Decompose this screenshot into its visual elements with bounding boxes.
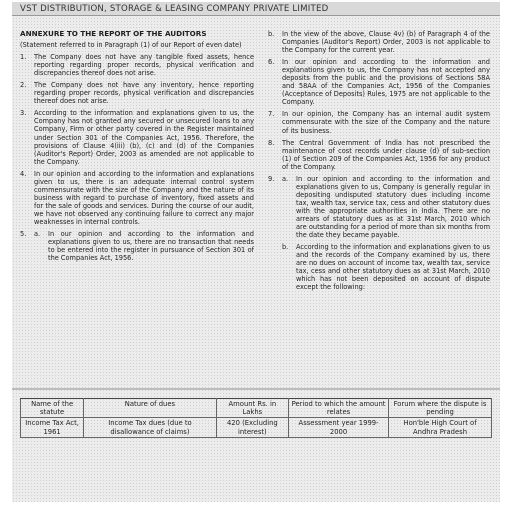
table-row: [21, 418, 492, 437]
item-number: 8.: [268, 138, 275, 147]
item-text: In our opinion and according to the information and explanations given to us, there are no transaction that needs to be entered into the register in pursuance of Section 301 of the Companies Act, 1956.: [48, 230, 254, 263]
disputed-dues-table: [20, 398, 492, 438]
table-cell: 420 (Excluding interest): [216, 418, 288, 437]
item-3: [20, 109, 254, 165]
item-text: In our opinion and according to the information and explanations given to us, there is an adequate internal control system commensurate with the size of the Company and the nature of its business with regard to purchase of inventory, fixed assets and for the sale of goods and services. During the course of our audit, we have not observed any continuing failure to correct any major weaknesses in internal controls.: [34, 169, 254, 226]
item-text: According to the information and explanations given to us and the records of the Company examined by us, there are no dues on account of income tax, wealth tax, service tax, cess and other statutory dues as at 31st March, 2010 which has not been deposited on account of dispute except the following:: [296, 243, 490, 292]
item-text: In the view of the above, Clause 4v) (b) of Paragraph 4 of the Companies (Auditor's Report) Order, 2003 is not applicable to the Company for the current year.: [282, 30, 490, 55]
item-text: The Company does not have any tangible fixed assets, hence reporting regarding proper records, physical verification and discrepancies thereof does not arise.: [34, 53, 254, 78]
annexure-title: ANNEXURE TO THE REPORT OF THE AUDITORS: [20, 29, 207, 38]
item-9-subitems: [282, 175, 490, 296]
item-letter: a.: [282, 174, 289, 183]
table-header-cell: Period to which the amount relates: [289, 399, 389, 418]
item-number: 1.: [20, 53, 27, 62]
table-header-cell: Name of the statute: [21, 399, 84, 418]
item-number: 5.: [20, 230, 27, 239]
item-number: 6.: [268, 58, 275, 67]
item-text: In our opinion and according to the information and explanations given to us, Company is generally regular in depositing undisputed statutory dues including income tax, wealth tax, service tax, cess and other statutory dues with the appropriate authorities in India. There are no arrears of statutory dues as at 31st March, 2010 which are outstanding for a period of more than six months from the date they became payable.: [296, 174, 490, 240]
item-6: [268, 58, 490, 106]
item-1: [20, 53, 254, 77]
item-text: The Company does not have any inventory, hence reporting regarding proper records, physical verification and discrepancies thereof does not arise.: [34, 81, 254, 106]
item-5: [20, 230, 254, 262]
table-header-cell: Amount Rs. in Lakhs: [216, 399, 288, 418]
left-items: [20, 53, 254, 226]
table-body: [21, 418, 492, 437]
table-cell: Income Tax Act, 1961: [21, 418, 84, 437]
item-number: 9.: [268, 174, 275, 183]
item-number: 4.: [20, 169, 27, 178]
item-4: [20, 170, 254, 226]
item-number: 2.: [20, 81, 27, 90]
item-9: [268, 175, 490, 296]
item-9-sub: [282, 175, 490, 239]
document-page: [12, 2, 500, 502]
item-8: [268, 139, 490, 171]
intro-statement: (Statement referred to in Paragraph (1) of our Report of even date): [20, 41, 242, 50]
right-column: [268, 30, 490, 299]
item-9-sub: [282, 243, 490, 291]
item-text: According to the information and explanations given to us, the Company has not granted any secured or unsecured loans to any Company, Firm or other party covered in the Register maintained under Section 301 of the Companies Act, 1956. Therefore, the provisions of Clause 4(iii) (b), (c) and (d) of the Companies (Auditor's Report) Order, 2003 as amended are not applicable to the Company.: [34, 109, 254, 166]
table-cell: Assessment year 1999-2000: [289, 418, 389, 437]
item-letter: a.: [34, 230, 41, 239]
item-text: In our opinion, the Company has an internal audit system commensurate with the size of the Company and the nature of its business.: [282, 110, 490, 135]
item-7: [268, 110, 490, 134]
left-column: [20, 30, 254, 266]
page-fold-divider: [12, 388, 500, 390]
item-number: 3.: [20, 109, 27, 118]
table-cell: Hon'ble High Court of Andhra Pradesh: [389, 418, 492, 437]
table-header-row: [21, 399, 492, 418]
right-items: [268, 58, 490, 171]
item-2: [20, 81, 254, 105]
item-5b: [268, 30, 490, 54]
table-cell: Income Tax dues (due to disallowance of claims): [84, 418, 216, 437]
page-header: VST DISTRIBUTION, STORAGE & LEASING COMPANY PRIVATE LIMITED: [12, 2, 500, 16]
item-number: 7.: [268, 110, 275, 119]
item-letter: b.: [268, 30, 275, 38]
item-text: The Central Government of India has not prescribed the maintenance of cost records under clause (d) of sub-section (1) of Section 209 of the Companies Act, 1956 for any product of the Company.: [282, 138, 490, 171]
table-header-cell: Nature of dues: [84, 399, 216, 418]
item-text: In our opinion and according to the information and explanations given to us, the Company has not accepted any deposits from the public and the provisions of Sections 58A and 58AA of the Companies Act, 1956 of the Companies (Acceptance of Deposits) Rules, 1975 are not applicable to the Company.: [282, 58, 490, 107]
table-header-cell: Forum where the dispute is pending: [389, 399, 492, 418]
item-letter: b.: [282, 243, 289, 252]
